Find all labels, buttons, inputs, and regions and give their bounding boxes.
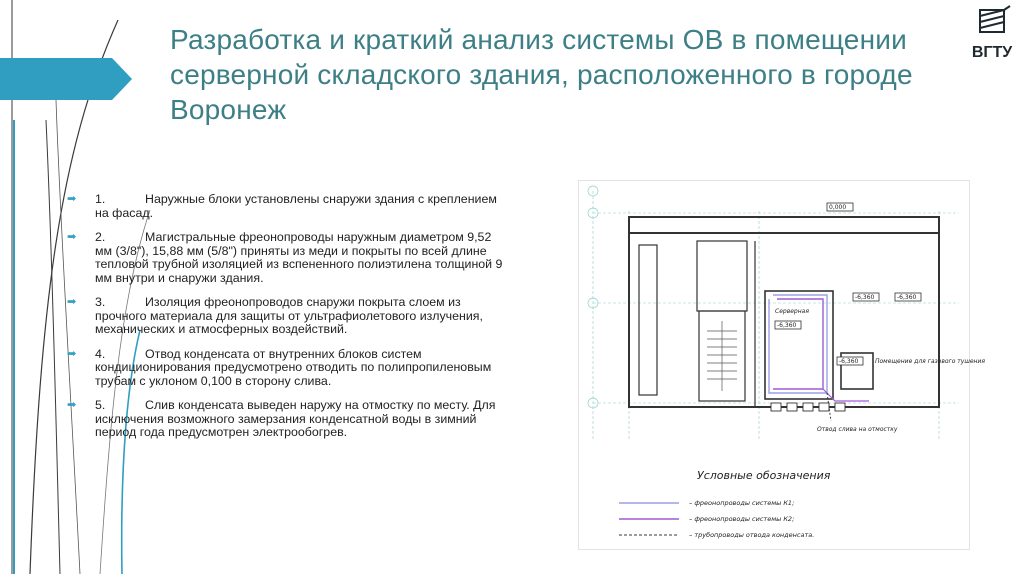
floor-plan-drawing — [578, 180, 985, 550]
logo-emblem-icon — [960, 0, 1024, 46]
item-number: 1. — [95, 192, 106, 206]
logo-text: ВГТУ — [971, 44, 1013, 61]
level-label: 0,000 — [829, 204, 847, 211]
legend-label: – фреонопроводы системы К1; — [689, 499, 795, 507]
title-accent-tab — [0, 58, 132, 100]
drain-label: Отвод слива на отмостку — [817, 426, 898, 433]
item-text: Слив конденсата выведен наружу на отмостку по месту. Для исключения возможного замерзания конденсатной воды в зимний период года предусмотрен электрообогрев. — [95, 398, 496, 439]
list-item — [67, 296, 507, 337]
item-number: 5. — [95, 398, 106, 412]
arrow-bullet-icon: ➡ — [67, 193, 77, 205]
list-item — [67, 348, 507, 389]
arrow-bullet-icon: ➡ — [67, 231, 77, 243]
legend-label: – трубопроводы отвода конденсата. — [689, 531, 815, 539]
item-number: 2. — [95, 230, 106, 244]
level-label: -6,360 — [839, 358, 859, 365]
floor-plan-svg — [579, 181, 985, 549]
university-logo — [960, 0, 1024, 68]
room-label-fire: Помещение для газового тушения — [875, 358, 985, 365]
slide-title: Разработка и краткий анализ системы ОВ в помещении серверной складского здания, расположенного в городе Воронеж — [170, 24, 913, 125]
item-text: Отвод конденсата от внутренних блоков систем кондиционирования предусмотрено отводить по полипропиленовым трубам с уклоном 0,100 в сторону слива. — [95, 346, 492, 388]
item-text: Магистральные фреонопроводы наружным диаметром 9,52 мм (3/8"), 15,88 мм (5/8") приняты из меди и покрыты по всей длине тепловой трубной изоляцией из вспененного полиэтилена толщиной 9 мм внутри и снаружи здания. — [95, 230, 503, 285]
arrow-bullet-icon: ➡ — [67, 296, 77, 308]
room-label-server: Серверная — [775, 308, 809, 315]
level-label: -6,360 — [777, 322, 797, 329]
legend-title: Условные обозначения — [697, 469, 831, 482]
item-number: 4. — [95, 346, 106, 361]
list-item — [67, 193, 507, 220]
level-label: -6,360 — [897, 294, 917, 301]
list-item — [67, 399, 507, 440]
arrow-bullet-icon: ➡ — [67, 347, 77, 360]
item-text: Наружные блоки установлены снаружи здания с креплением на фасад. — [95, 192, 497, 220]
list-item — [67, 231, 507, 285]
legend-label: – фреонопроводы системы К2; — [689, 515, 795, 523]
level-label: -6,360 — [855, 294, 875, 301]
item-text: Изоляция фреонопроводов снаружи покрыта слоем из прочного материала для защиты от ультрафиолетового излучения, механических и атмосферных воздействий. — [95, 295, 483, 336]
item-number: 3. — [95, 295, 106, 309]
arrow-bullet-icon: ➡ — [67, 399, 77, 411]
bullet-list — [67, 193, 507, 451]
